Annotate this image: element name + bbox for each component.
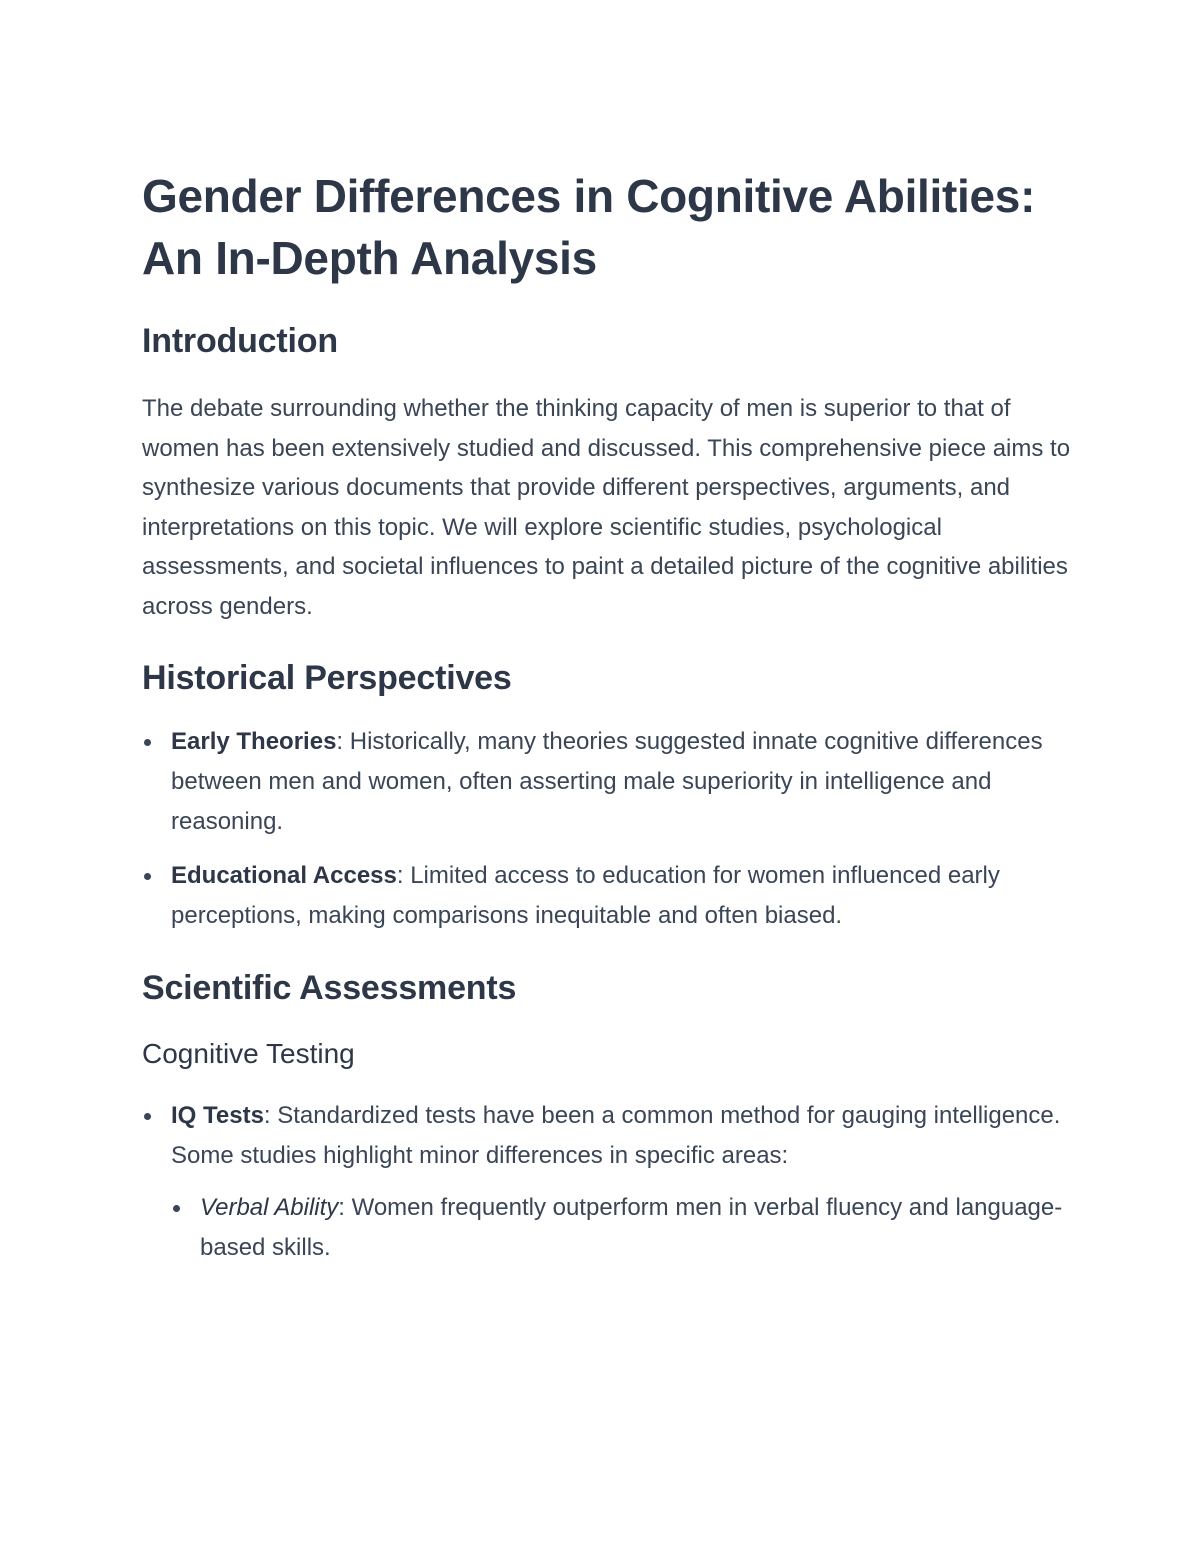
section-heading-historical-perspectives: Historical Perspectives	[142, 659, 512, 697]
nested-list	[171, 1188, 1072, 1268]
scientific-list	[142, 1096, 1072, 1268]
historical-list	[142, 722, 1072, 936]
list-item-text: : Standardized tests have been a common method for gauging intelligence. Some studies highlight minor differences in specific areas:	[171, 1102, 1061, 1169]
document-page	[142, 165, 1072, 1268]
list-item-text: : Historically, many theories suggested innate cognitive differences between men and women, often asserting male superiority in intelligence and reasoning.	[171, 728, 1043, 835]
nested-list-item	[171, 1188, 1072, 1268]
list-item	[142, 856, 1072, 936]
list-item	[142, 1096, 1072, 1268]
list-item-term: Educational Access	[171, 862, 397, 889]
nested-list-item-text: : Women frequently outperform men in verbal fluency and language-based skills.	[200, 1194, 1063, 1261]
list-item-term: Early Theories	[171, 728, 337, 755]
list-item-text: : Limited access to education for women influenced early perceptions, making comparisons inequitable and often biased.	[171, 862, 1000, 929]
section-heading-scientific-assessments: Scientific Assessments	[142, 969, 517, 1007]
nested-list-item-term: Verbal Ability	[200, 1194, 339, 1221]
section-heading-introduction: Introduction	[142, 322, 338, 360]
document-title: Gender Differences in Cognitive Abilities: An In-Depth Analysis	[142, 170, 1036, 284]
list-item-term: IQ Tests	[171, 1102, 264, 1129]
introduction-paragraph: The debate surrounding whether the thinking capacity of men is superior to that of women has been extensively studied and discussed. This comprehensive piece aims to synthesize various documents that provide different perspectives, arguments, and interpretations on this topic. We will explore scientific studies, psychological assessments, and societal influences to paint a detailed picture of the cognitive abilities across genders.	[142, 395, 1071, 620]
list-item	[142, 722, 1072, 842]
subsection-heading-cognitive-testing: Cognitive Testing	[142, 1038, 355, 1069]
